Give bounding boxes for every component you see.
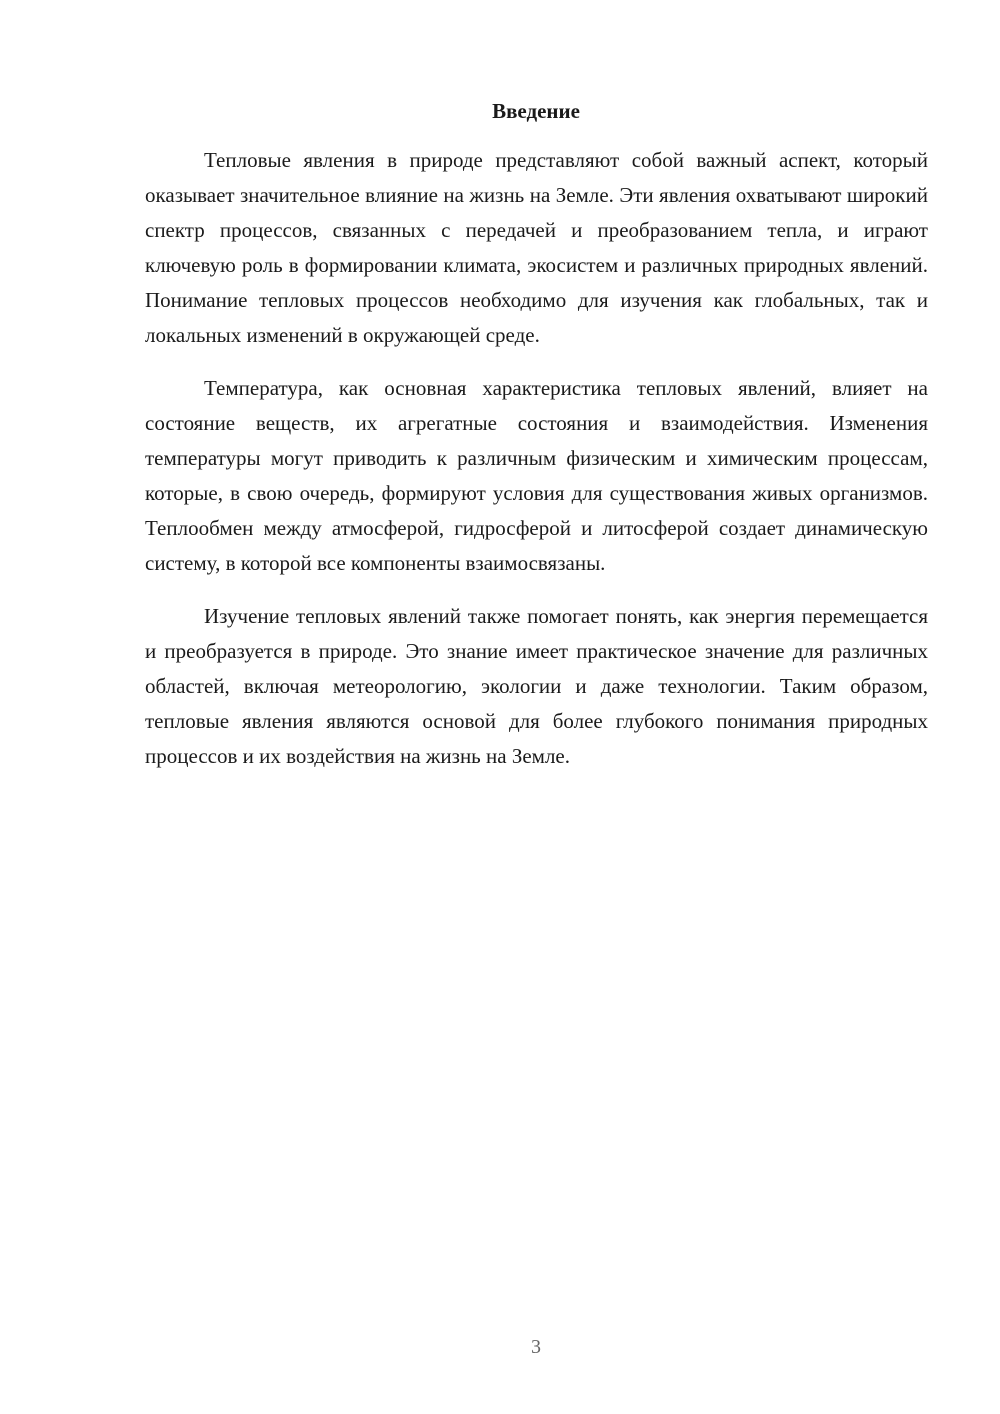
body-text [145, 143, 928, 792]
paragraph-1: Тепловые явления в природе представляют собой важный аспект, который оказывает значительное влияние на жизнь на Земле. Эти явления охватывают широкий спектр процессов, связанных с передачей и преобразованием тепла, и играют ключевую роль в формировании климата, экосистем и различных природных явлений. Понимание тепловых процессов необходимо для изучения как глобальных, так и локальных изменений в окружающей среде. [145, 148, 928, 347]
paragraph-2: Температура, как основная характеристика тепловых явлений, влияет на состояние веществ, их агрегатные состояния и взаимодействия. Изменения температуры могут приводить к различным физическим и химическим процессам, которые, в свою очередь, формируют условия для существования живых организмов. Теплообмен между атмосферой, гидросферой и литосферой создает динамическую систему, в которой все компоненты взаимосвязаны. [145, 376, 928, 575]
page-number: 3 [531, 1336, 541, 1358]
paragraph-3: Изучение тепловых явлений также помогает понять, как энергия перемещается и преобразуется в природе. Это знание имеет практическое значение для различных областей, включая метеорологию, экологии и даже технологии. Таким образом, тепловые явления являются основой для более глубокого понимания природных процессов и их воздействия на жизнь на Земле. [145, 604, 928, 768]
page-title: Введение [492, 99, 580, 123]
